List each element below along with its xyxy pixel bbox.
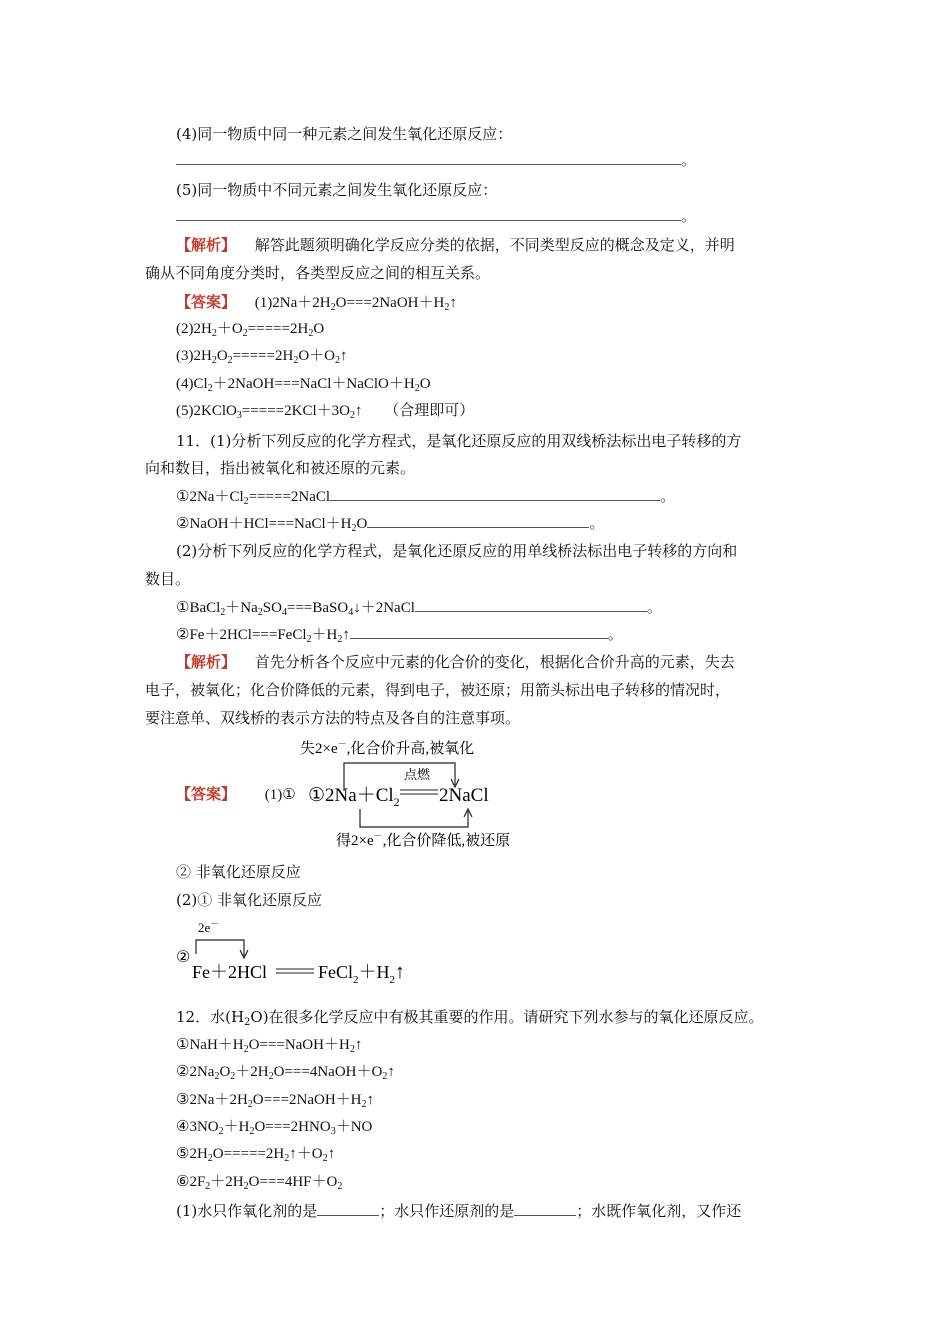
q10-item5: (5)同一物质中不同元素之间发生氧化还原反应： — [176, 181, 498, 199]
q10-item4-blank[interactable] — [176, 150, 696, 170]
q11-analysis-line2: 电子，被氧化；化合价降低的元素，得到电子，被还原；用箭头标出电子转移的情况时， — [145, 681, 731, 699]
analysis-tag: 【解析】 — [176, 653, 237, 671]
q12-reaction-1: $①NaH+H_2O===NaOH+H_2↑$ — [176, 1037, 363, 1055]
q11-eq2: $②NaOH+HCl===NaCl+H_2O$ 。 — [176, 513, 604, 534]
q12-stem: 12．水$(H_2O)$在很多化学反应中有极其重要的作用。请研究下列水参与的氧化还原反应。 — [176, 1008, 764, 1028]
analysis-tag: 【解析】 — [176, 236, 237, 254]
q10-item4-end: 。 — [681, 151, 697, 169]
q12-reaction-2: $②2Na_2O_2+2H_2O===4NaOH+O_2↑$ — [176, 1064, 395, 1082]
q11-stem2-line2: 数目。 — [145, 570, 191, 588]
bridge-bottom-label: 得2×e－,化合价降低,被还原 — [336, 831, 511, 849]
q11-answer-2-1: (2)① 非氧化还原反应 — [176, 891, 323, 909]
q10-item4: (4)同一物质中同一种元素之间发生氧化还原反应： — [176, 125, 513, 143]
q10-answer-1: 【答案】 $(1)2Na+2H_2O===2NaOH+H_2↑$ — [176, 293, 457, 313]
q11-answer-1-2: ② 非氧化还原反应 — [176, 863, 301, 881]
q10-answer-3: $(3)2H_2O_2=====2H_2O+O_2↑$ — [176, 348, 348, 366]
answer-tag: 【答案】 — [176, 785, 237, 803]
q11-analysis-line1: 【解析】 首先分析各个反应中元素的化合价的变化，根据化合价升高的元素，失去 — [176, 653, 735, 671]
q11-eq3-blank[interactable] — [415, 597, 647, 612]
q11-eq3: $①BaCl_2+Na_2SO_4===BaSO_4↓+2NaCl$ 。 — [176, 597, 662, 618]
bridge-equation: $①2Na+Cl_2$ — [308, 785, 400, 809]
double-bridge-diagram — [300, 735, 560, 850]
q11-eq1-blank[interactable] — [330, 486, 660, 501]
q11-eq2-blank[interactable] — [367, 513, 589, 528]
q12-question-1: (1)水只作氧化剂的是 ；水只作还原剂的是 ；水既作氧化剂，又作还 — [176, 1202, 742, 1220]
q11-eq4: $②Fe+2HCl===FeCl_2+H_2↑$ 。 — [176, 624, 623, 645]
single-bridge-line — [196, 940, 244, 956]
q10-analysis-line1: 【解析】 解答此题须明确化学反应分类的依据，不同类型反应的概念及定义，并明 — [176, 236, 735, 254]
q10-answer-2: $(2)2H_2+O_2=====2H_2O$ — [176, 321, 325, 339]
q12-reaction-6: $⑥2F_2+2H_2O===4HF+O_2$ — [176, 1174, 343, 1192]
bridge-condition: 点燃 — [404, 767, 431, 782]
bridge-product: 2NaCl — [439, 785, 489, 806]
single-bridge-prefix: ② — [176, 949, 191, 966]
answer-tag: 【答案】 — [176, 293, 237, 311]
q11-stem1-line2: 向和数目，指出被氧化和被还原的元素。 — [145, 459, 416, 477]
q11-stem2-line1: (2)分析下列反应的化学方程式，是氧化还原反应的用单线桥法标出电子转移的方向和 — [176, 542, 738, 560]
q11-stem1-line1: 11．(1)分析下列反应的化学方程式，是氧化还原反应的用双线桥法标出电子转移的方 — [176, 432, 742, 450]
q10-analysis-line2: 确从不同角度分类时，各类型反应之间的相互关系。 — [145, 264, 491, 282]
q12-blank-reductant[interactable] — [514, 1201, 576, 1216]
q10-item5-blank[interactable] — [176, 206, 696, 226]
q12-reaction-5: $⑤2H_2O=====2H_2↑+O_2↑$ — [176, 1146, 336, 1164]
q11-analysis-line3: 要注意单、双线桥的表示方法的特点及各自的注意事项。 — [145, 709, 521, 727]
q10-answer-4: $(4)Cl_2+2NaOH===NaCl+NaClO+H_2O$ — [176, 376, 431, 394]
q11-answer-line: 【答案】 (1)① — [176, 785, 296, 803]
single-bridge-products: $FeCl_2+H_2↑$ — [318, 961, 406, 986]
q12-blank-oxidant[interactable] — [317, 1201, 379, 1216]
single-bridge-equation: Fe＋2HCl — [192, 962, 268, 982]
q11-eq4-blank[interactable] — [350, 624, 608, 639]
bridge-top-label: 失2×e－,化合价升高,被氧化 — [300, 739, 475, 757]
q10-item5-end: 。 — [681, 207, 697, 225]
bridge-bottom-line — [360, 809, 468, 827]
q10-answer-5: $(5)2KClO_3=====2KCl+3O_2↑$ （合理即可） — [176, 403, 475, 421]
q12-reaction-4: $④3NO_2+H_2O===2HNO_3+NO$ — [176, 1119, 373, 1137]
single-bridge-label: 2e－ — [198, 919, 220, 935]
q11-eq1: $①2Na+Cl_2=====2NaCl$ 。 — [176, 486, 675, 507]
single-bridge-diagram — [176, 918, 436, 988]
q12-reaction-3: $③2Na+2H_2O===2NaOH+H_2↑$ — [176, 1092, 374, 1110]
